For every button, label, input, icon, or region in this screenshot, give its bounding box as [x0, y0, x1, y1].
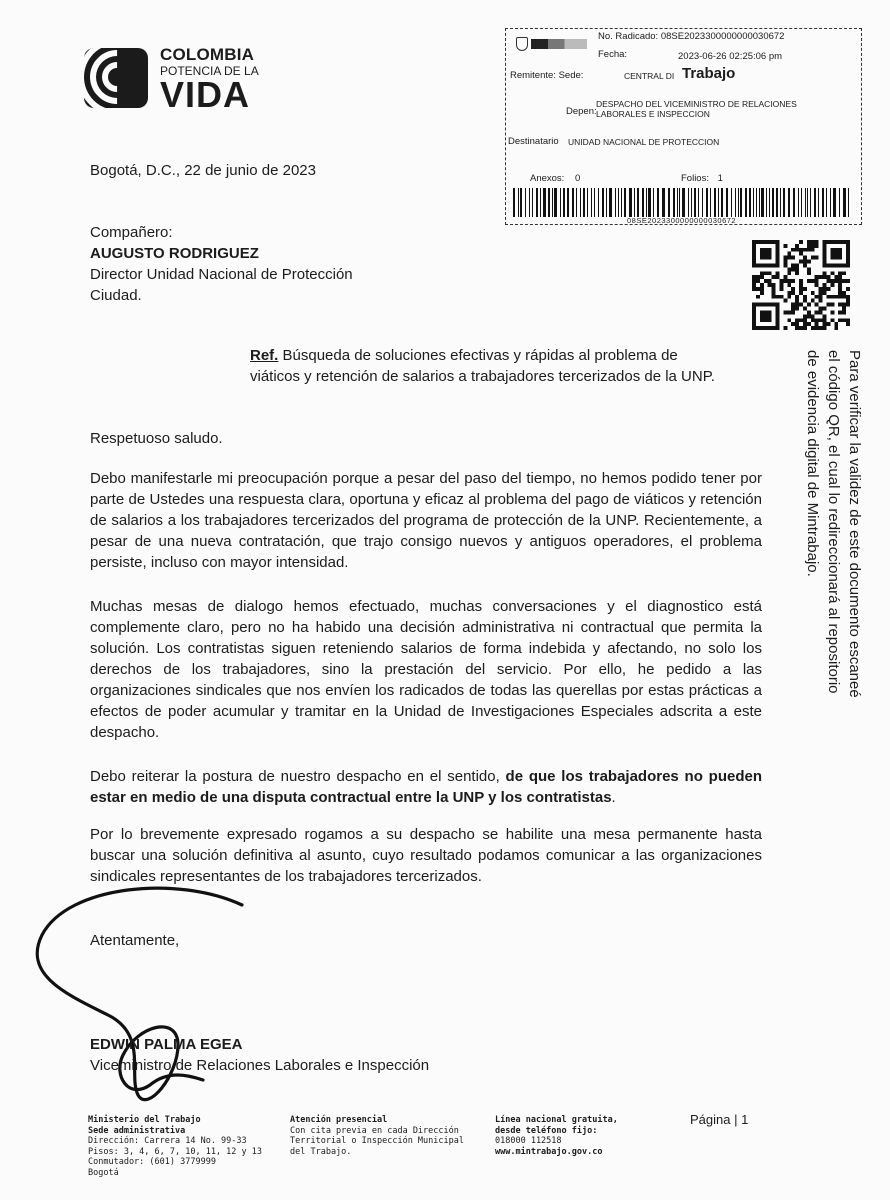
footer-hotline-title: Línea nacional gratuita,: [495, 1115, 618, 1125]
verification-text: Para verificar la validez de este documento escaneé el código QR, el cual lo redireccionará al repositorio de evidencia digital de Mintrabajo.: [804, 350, 863, 698]
footer-attention-line2: Territorial o Inspección Municipal: [290, 1136, 464, 1146]
footer-floors: Pisos: 3, 4, 6, 7, 10, 11, 12 y 13: [88, 1146, 262, 1157]
footer-hotline: [495, 1115, 618, 1157]
signer-role: Viceministro de Relaciones Laborales e Inspección: [90, 1057, 430, 1074]
logo-line-colombia: COLOMBIA: [160, 45, 255, 64]
fecha-value: 2023-06-26 02:25:06 pm: [678, 51, 783, 62]
logo-line-potencia: POTENCIA DE LA: [160, 64, 259, 78]
recipient-title: Director Unidad Nacional de Protección: [90, 266, 353, 283]
closing: Atentamente,: [90, 932, 180, 949]
footer-attention-line1: Con cita previa en cada Dirección: [290, 1125, 459, 1136]
qr-code-icon: [752, 240, 850, 330]
destinatario-value: UNIDAD NACIONAL DE PROTECCION: [568, 137, 720, 147]
dependencia-label: Depen:: [566, 106, 597, 117]
reference-text: Búsqueda de soluciones efectivas y rápidas al problema de viáticos y retención de salarios a trabajadores tercerizados de la UNP.: [250, 347, 715, 385]
page-number: Página | 1: [690, 1112, 749, 1127]
folios-value: 1: [717, 173, 723, 184]
colombia-potencia-logo: [84, 44, 284, 114]
paragraph-3-emphasis: de que los trabajadores no pueden estar en medio de una disputa contractual entre la UNP y los contratistas: [90, 768, 762, 806]
footer-ministry: [88, 1115, 262, 1178]
paragraph-3: [90, 766, 762, 808]
footer-sede: Sede administrativa: [88, 1125, 186, 1136]
footer-hotline-subtitle: desde teléfono fijo:: [495, 1125, 598, 1136]
recipient-salutation: Compañero:: [90, 224, 173, 241]
folios-label: Folios:: [681, 173, 709, 184]
trabajo-text: Trabajo: [682, 65, 736, 82]
signer-name: EDWIN PALMA EGEA: [90, 1036, 243, 1053]
reference-block: [250, 345, 730, 387]
footer-address: Dirección: Carrera 14 No. 99-33: [88, 1136, 247, 1146]
recipient-block: [90, 222, 353, 306]
anexos-value: 0: [574, 173, 581, 184]
paragraph-1: Debo manifestarle mi preocupación porque a pesar del paso del tiempo, no hemos podido tener por parte de Ustedes una respuesta clara, oportuna y eficaz al problema del pago de viáticos y retención de salarios a los trabajadores tercerizados del programa de protección de la UNP. Recientemente, a pesar de una nueva contratación, que trajo consigo nuevos y antiguos operadores, el problema persiste, incluso con mayor intensidad.: [90, 470, 762, 571]
handwritten-signature: [28, 875, 258, 1115]
footer-website-link[interactable]: www.mintrabajo.gov.co: [495, 1146, 603, 1157]
destinatario-label: Destinatario: [508, 136, 559, 147]
waves-logo-icon: [84, 48, 148, 108]
sede-label: Sede:: [558, 70, 584, 81]
fecha-label: Fecha:: [598, 49, 628, 60]
footer-attention-title: Atención presencial: [290, 1115, 388, 1125]
ministry-seal-icon: [516, 37, 588, 51]
paragraph-3-lead: Debo reiterar la postura de nuestro despacho en el sentido,: [90, 768, 506, 785]
radicado-value: 08SE2023300000000030672: [660, 31, 785, 42]
radicado-label: No. Radicado:: [598, 31, 659, 42]
greeting: Respetuoso saludo.: [90, 430, 223, 447]
letter-date: Bogotá, D.C., 22 de junio de 2023: [90, 162, 316, 179]
footer-ministry-name: Ministerio del Trabajo: [88, 1115, 201, 1125]
recipient-city: Ciudad.: [90, 287, 142, 304]
dependencia-line1: DESPACHO DEL VICEMINISTRO DE RELACIONES: [596, 99, 797, 109]
qr-verification-note: [790, 350, 865, 710]
footer-city: Bogotá: [88, 1167, 119, 1178]
remitente-label: Remitente:: [510, 70, 556, 81]
reference-label: Ref.: [250, 347, 279, 364]
recipient-name: AUGUSTO RODRIGUEZ: [90, 245, 259, 262]
sede-value: CENTRAL DI: [624, 71, 675, 81]
anexos-label: Anexos:: [530, 173, 565, 184]
footer-switchboard: Conmutador: (601) 3779999: [88, 1157, 216, 1167]
dependencia-line2: LABORALES E INSPECCION: [596, 109, 710, 119]
paragraph-2: Muchas mesas de dialogo hemos efectuado, muchas conversaciones y el diagnostico está complemente claro, pero no ha habido una decisión administrativa ni contractual que permita la solución. Los contratistas siguen reteniendo salarios de forma indebida y afectando, no solo los derechos de los trabajadores, sino la prestación del servicio. Por ello, he pedido a las organizaciones sindicales que nos envíen los radicados de todas las querellas por estas prácticas a efectos de poder acumular y tramitar en la Unidad de Investigaciones Especiales adscrita a este despacho.: [90, 598, 762, 741]
barcode-number: 08SE2023300000000030672: [627, 216, 737, 225]
logo-line-vida: VIDA: [160, 74, 251, 115]
footer-attention: [290, 1115, 464, 1157]
footer-attention-line3: del Trabajo.: [290, 1146, 352, 1157]
barcode: [513, 188, 851, 217]
paragraph-4: Por lo brevemente expresado rogamos a su despacho se habilite una mesa permanente hasta buscar una solución definitiva al asunto, cuyo resultado podamos comunicar a las organizaciones sindicales representantes de los trabajadores tercerizados.: [90, 826, 762, 885]
footer-hotline-number: 018000 112518: [495, 1136, 562, 1146]
paragraph-3-end: .: [611, 789, 616, 806]
